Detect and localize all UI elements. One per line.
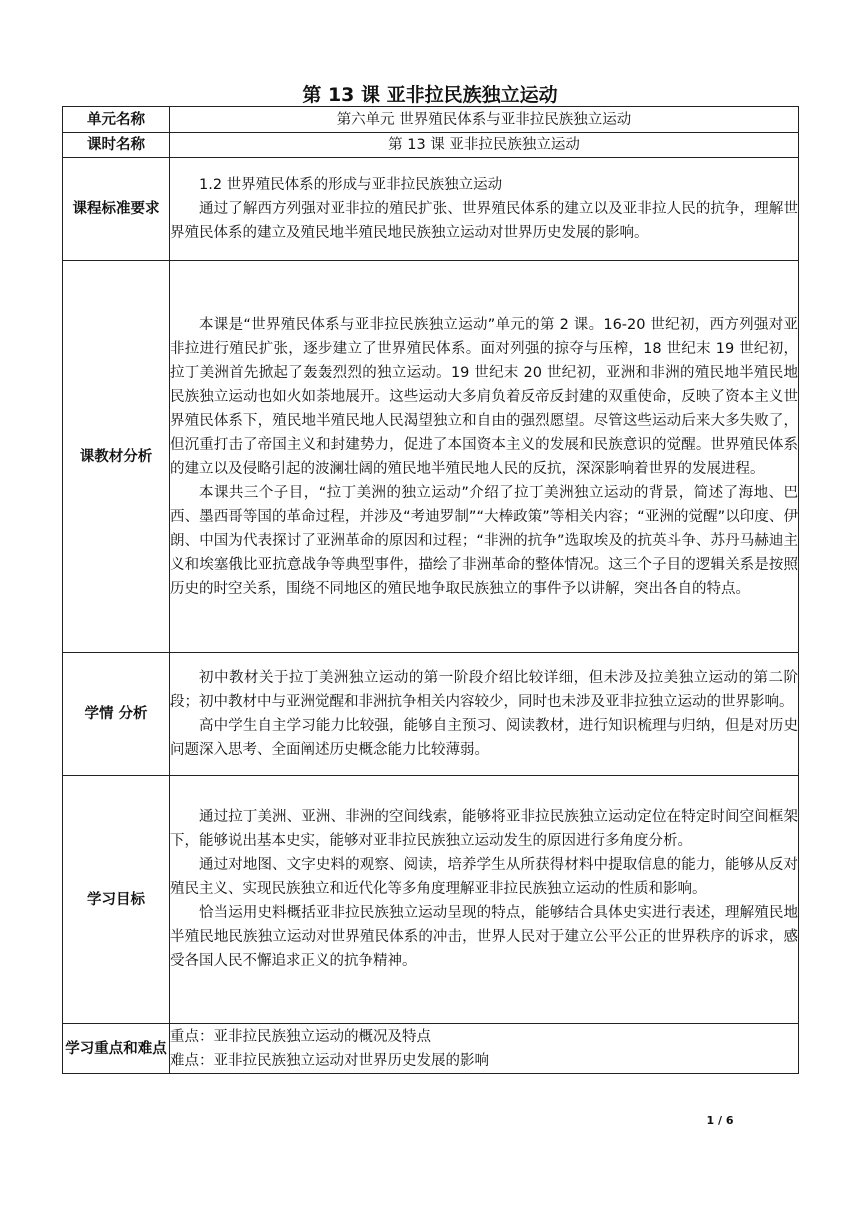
standard-content xyxy=(170,158,799,261)
students-label: 学情 分析 xyxy=(63,653,170,776)
students-row xyxy=(63,653,799,776)
textbook-label: 课教材分析 xyxy=(63,261,170,653)
textbook-row xyxy=(63,261,799,653)
lesson-plan-table xyxy=(62,106,799,1074)
students-content xyxy=(170,653,799,776)
students-paragraph: 初中教材关于拉丁美洲独立运动的第一阶段介绍比较详细，但未涉及拉美独立运动的第二阶段；初中教材中与亚洲觉醒和非洲抗争相关内容较少，同时也未涉及亚非拉独立运动的世界影响。 xyxy=(170,670,798,710)
focus-label: 学习重点和难点 xyxy=(63,1024,170,1074)
focus-key-point: 重点：亚非拉民族独立运动的概况及特点 xyxy=(170,1028,431,1045)
unit-label: 单元名称 xyxy=(63,107,170,133)
goals-paragraph: 恰当运用史料概括亚非拉民族独立运动呈现的特点，能够结合具体史实进行表述，理解殖民地半殖民地民族独立运动对世界殖民体系的冲击，世界人民对于建立公平公正的世界秩序的诉求，感受各国人民不懈追求正义的抗争精神。 xyxy=(170,904,798,969)
goals-content xyxy=(170,776,799,1024)
focus-row xyxy=(63,1024,799,1074)
goals-label: 学习目标 xyxy=(63,776,170,1024)
standard-row xyxy=(63,158,799,261)
textbook-paragraph: 本课共三个子目，“拉丁美洲的独立运动”介绍了拉丁美洲独立运动的背景，简述了海地、巴西、墨西哥等国的革命过程，并涉及“考迪罗制”“大棒政策”等相关内容；“亚洲的觉醒”以印度、伊朗、中国为代表探讨了亚洲革命的原因和过程；“非洲的抗争”选取埃及的抗英斗争、苏丹马赫迪主义和埃塞俄比亚抗意战争等典型事件，描绘了非洲革命的整体情况。这三个子目的逻辑关系是按照历史的时空关系，围绕不同地区的殖民地争取民族独立的事件予以讲解，突出各自的特点。 xyxy=(170,484,798,597)
textbook-content xyxy=(170,261,799,653)
spacer xyxy=(170,973,798,995)
textbook-paragraph: 本课是“世界殖民体系与亚非拉民族独立运动”单元的第 2 课。16-20 世纪初，西方列强对亚非拉进行殖民扩张，逐步建立了世界殖民体系。面对列强的掠夺与压榨，18 世纪末 19 世纪初，拉丁美洲首先掀起了轰轰烈烈的独立运动。19 世纪末 20 世纪初，亚洲和非洲的殖民地半殖民地民族独立运动也如火如荼地展开。这些运动大多肩负着反帝反封建的双重使命，反映了资本主义世界殖民体系下，殖民地半殖民地人民渴望独立和自由的强烈愿望。尽管这些运动后来大多失败了，但沉重打击了帝国主义和封建势力，促进了本国资本主义的发展和民族意识的觉醒。世界殖民体系的建立以及侵略引起的波澜壮阔的殖民地半殖民地人民的反抗，深深影响着世界的发展进程。 xyxy=(170,316,798,477)
standard-paragraph: 1.2 世界殖民体系的形成与亚非拉民族独立运动 xyxy=(199,177,503,193)
unit-value: 第六单元 世界殖民体系与亚非拉民族独立运动 xyxy=(170,107,799,133)
lesson-value: 第 13 课 亚非拉民族独立运动 xyxy=(170,133,799,158)
lesson-row xyxy=(63,133,799,158)
lesson-label: 课时名称 xyxy=(63,133,170,158)
goals-paragraph: 通过对地图、文字史料的观察、阅读，培养学生从所获得材料中提取信息的能力，能够从反对殖民主义、实现民族独立和近代化等多角度理解亚非拉民族独立运动的性质和影响。 xyxy=(170,856,798,897)
document-title: 第 13 课 亚非拉民族独立运动 xyxy=(302,84,558,106)
page-number: 1 / 6 xyxy=(706,1114,734,1127)
standard-paragraph: 通过了解西方列强对亚非拉的殖民扩张、世界殖民体系的建立以及亚非拉人民的抗争，理解世界殖民体系的建立及殖民地半殖民地民族独立运动对世界历史发展的影响。 xyxy=(170,201,798,241)
goals-row xyxy=(63,776,799,1024)
unit-row xyxy=(63,107,799,133)
focus-content xyxy=(170,1024,799,1074)
goals-paragraph: 通过拉丁美洲、亚洲、非洲的空间线索，能够将亚非拉民族独立运动定位在特定时间空间框架下，能够说出基本史实，能够对亚非拉民族独立运动发生的原因进行多角度分析。 xyxy=(170,808,798,849)
students-paragraph: 高中学生自主学习能力比较强，能够自主预习、阅读教材，进行知识梳理与归纳，但是对历史问题深入思考、全面阐述历史概念能力比较薄弱。 xyxy=(170,718,798,758)
focus-difficult-point: 难点：亚非拉民族独立运动对世界历史发展的影响 xyxy=(170,1052,489,1069)
standard-label: 课程标准要求 xyxy=(63,158,170,261)
